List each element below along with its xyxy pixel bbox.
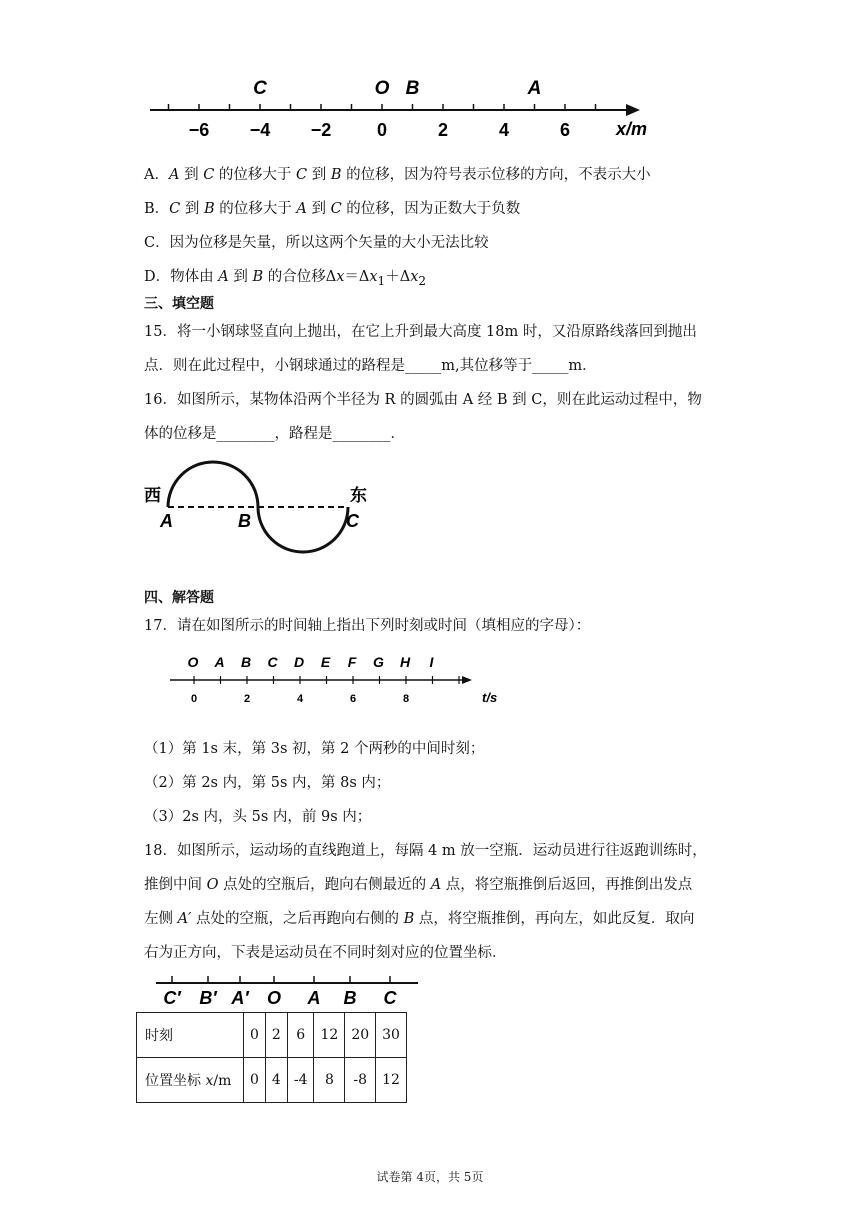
time-axis-figure <box>160 650 500 710</box>
q18-line3: 左侧 A′ 点处的空瓶，之后再跑向右侧的 B 点，将空瓶推倒，再向左，如此反复．取向 <box>144 911 695 927</box>
time-axis-number: 2 <box>243 693 251 705</box>
number-line-tick-label: −4 <box>249 120 271 140</box>
point-c-label: C <box>346 511 359 531</box>
table-cell: -4 <box>287 1058 314 1103</box>
number-line-arrow <box>626 104 640 116</box>
number-line-point-label: O <box>374 78 390 99</box>
track-point-label: B′ <box>199 988 217 1008</box>
table-row-position <box>137 1058 407 1103</box>
time-axis-letter: O <box>187 654 199 670</box>
number-line-tick-label: 0 <box>376 120 388 140</box>
q17-item3: （3）2s 内，头 5s 内，前 9s 内； <box>144 809 372 825</box>
time-axis-letter: F <box>347 654 357 670</box>
point-a-label: A <box>160 511 173 531</box>
table-cell: -8 <box>345 1058 376 1103</box>
number-line-tick-label: 4 <box>498 120 510 140</box>
point-b-label: B <box>238 511 251 531</box>
page-footer: 试卷第 4页，共 5页 <box>376 1170 484 1184</box>
number-line-point-label: C <box>253 78 267 99</box>
time-axis-arrow <box>462 676 472 684</box>
number-line-axis-label: x/m <box>616 119 648 139</box>
time-axis-number: 4 <box>296 693 304 705</box>
number-line-figure <box>140 72 660 142</box>
q16-line1: 16．如图所示，某物体沿两个半径为 R 的圆弧由 A 经 B 到 C，则在此运动过程中，物 <box>144 392 702 408</box>
option-c: C．因为位移是矢量，所以这两个矢量的大小无法比较 <box>144 235 489 251</box>
east-label: 东 <box>350 486 367 506</box>
time-axis-letter: D <box>293 654 305 670</box>
table-row-label: 位置坐标 x/m <box>137 1058 244 1103</box>
track-point-label: C <box>383 988 397 1008</box>
number-line-tick-label: −2 <box>310 120 332 140</box>
table-cell: 8 <box>314 1058 345 1103</box>
q17-item2: （2）第 2s 内，第 5s 内，第 8s 内； <box>144 775 391 791</box>
table-cell: 20 <box>345 1013 376 1058</box>
position-table <box>136 1012 407 1103</box>
table-cell: 30 <box>376 1013 407 1058</box>
track-point-label: A′ <box>231 988 249 1008</box>
q15-line2: 点．则在此过程中，小钢球通过的路程是_____m,其位移等于_____m． <box>144 358 597 374</box>
track-point-label: C′ <box>163 988 181 1008</box>
arc-figure <box>140 455 380 555</box>
option-b: B．C 到 B 的位移大于 A 到 C 的位移，因为正数大于负数 <box>144 201 521 217</box>
number-line-point-label: B <box>405 78 420 99</box>
time-axis-letter: C <box>267 654 278 670</box>
section-heading-solve: 四、解答题 <box>144 590 214 606</box>
q17-intro: 17．请在如图所示的时间轴上指出下列时刻或时间（填相应的字母）： <box>144 618 591 634</box>
time-axis-letter: E <box>320 654 331 670</box>
time-axis-number: 8 <box>402 693 410 705</box>
time-axis-letter: I <box>429 654 434 670</box>
q18-line2: 推倒中间 O 点处的空瓶后，跑向右侧最近的 A 点，将空瓶推倒后返回，再推倒出发点 <box>144 877 693 893</box>
table-cell: 12 <box>314 1013 345 1058</box>
track-figure <box>152 972 442 1012</box>
number-line-tick-label: −6 <box>188 120 210 140</box>
q18-line4: 右为正方向，下表是运动员在不同时刻对应的位置坐标． <box>144 945 507 961</box>
table-cell: 2 <box>265 1013 287 1058</box>
q17-item1: （1）第 1s 末，第 3s 初，第 2 个两秒的中间时刻； <box>144 741 485 757</box>
q15-line1: 15．将一小钢球竖直向上抛出，在它上升到最大高度 18m 时，又沿原路线落回到抛出 <box>144 324 697 340</box>
table-cell: 4 <box>265 1058 287 1103</box>
section-heading-fill-blank: 三、填空题 <box>144 296 214 312</box>
west-label: 西 <box>144 486 161 506</box>
table-cell: 12 <box>376 1058 407 1103</box>
time-axis-number: 0 <box>190 693 198 705</box>
number-line-tick-label: 6 <box>559 120 571 140</box>
table-row-time <box>137 1013 407 1058</box>
time-axis-number: 6 <box>349 693 357 705</box>
track-point-label: O <box>266 988 282 1008</box>
table-row-label: 时刻 <box>137 1013 244 1058</box>
time-axis-letter: A <box>214 654 225 670</box>
option-d: D．物体由 A 到 B 的合位移$\Delta x=\Delta x_1+\Delta x_2$ <box>144 269 427 288</box>
time-axis-label: t/s <box>482 690 498 705</box>
track-point-label: B <box>343 988 357 1008</box>
time-axis-letter: H <box>399 654 411 670</box>
number-line-tick-label: 2 <box>437 120 449 140</box>
lower-arc <box>258 507 348 552</box>
table-cell: 0 <box>244 1058 266 1103</box>
track-point-label: A <box>307 988 321 1008</box>
number-line-point-label: A <box>527 78 542 99</box>
table-cell: 6 <box>287 1013 314 1058</box>
table-cell: 0 <box>244 1013 266 1058</box>
time-axis-letter: B <box>240 654 252 670</box>
q18-line1: 18．如图所示，运动场的直线跑道上，每隔 4 m 放一空瓶．运动员进行往返跑训练时， <box>144 843 707 859</box>
time-axis-letter: G <box>373 654 384 670</box>
option-a: A．A 到 C 的位移大于 C 到 B 的位移，因为符号表示位移的方向，不表示大小 <box>144 167 651 183</box>
upper-arc <box>168 462 258 507</box>
q16-line2: 体的位移是________，路程是________． <box>144 426 405 442</box>
